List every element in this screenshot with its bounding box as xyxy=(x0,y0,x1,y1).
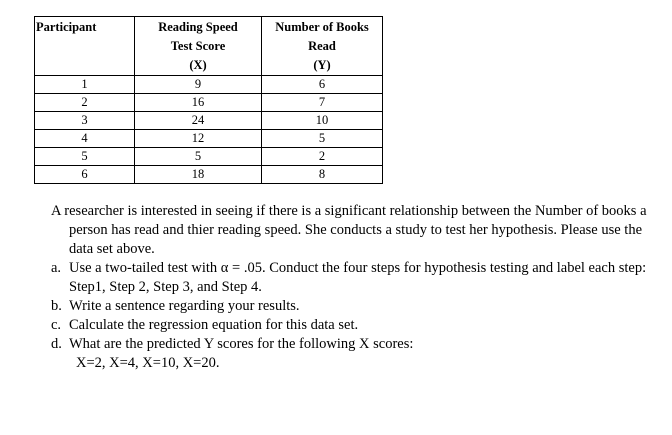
reading-speed-cell: 12 xyxy=(135,130,262,148)
header-reading-speed-line-2: Test Score xyxy=(170,39,226,53)
books-read-cell: 5 xyxy=(262,130,383,148)
table-row xyxy=(35,112,383,130)
data-table xyxy=(34,16,383,184)
header-participant xyxy=(35,17,135,76)
books-read-cell: 7 xyxy=(262,94,383,112)
participant-cell: 3 xyxy=(35,112,135,130)
reading-speed-cell: 5 xyxy=(135,148,262,166)
list-marker: b. xyxy=(51,298,62,314)
participant-cell: 4 xyxy=(35,130,135,148)
header-books-line-3: (Y) xyxy=(313,58,331,72)
participant-cell: 6 xyxy=(35,166,135,184)
x-scores-line: X=2, X=4, X=10, X=20. xyxy=(76,355,220,371)
list-marker: d. xyxy=(51,336,62,352)
table-row xyxy=(35,76,383,94)
header-participant-line-1: Participant xyxy=(36,20,97,34)
books-read-cell: 2 xyxy=(262,148,383,166)
list-marker: a. xyxy=(51,260,62,276)
intro-paragraph: A researcher is interested in seeing if there is a significant relationship between the Number of books a person has read and thier reading speed. She conducts a study to test her hypothesis. Please use the data set above. xyxy=(51,203,647,257)
list-text: Calculate the regression equation for this data set. xyxy=(69,317,359,333)
table-row xyxy=(35,130,383,148)
header-number-of-books xyxy=(262,17,383,76)
participant-cell: 5 xyxy=(35,148,135,166)
header-row xyxy=(35,17,383,76)
participant-cell: 1 xyxy=(35,76,135,94)
reading-speed-cell: 16 xyxy=(135,94,262,112)
reading-speed-cell: 9 xyxy=(135,76,262,94)
header-reading-speed-line-3: (X) xyxy=(189,58,207,72)
list-item-c xyxy=(34,316,664,335)
list-text: Write a sentence regarding your results. xyxy=(69,298,300,314)
table-row xyxy=(35,94,383,112)
list-text: Use a two-tailed test with α = .05. Conduct the four steps for hypothesis testing and label each step: Step1, Step 2, Step 3, and Step 4. xyxy=(69,260,647,295)
list-marker: c. xyxy=(51,317,62,333)
list-item-b xyxy=(34,297,664,316)
header-books-line-1: Number of Books xyxy=(275,20,369,34)
reading-speed-cell: 24 xyxy=(135,112,262,130)
list-item-a xyxy=(34,259,664,297)
table-row xyxy=(35,148,383,166)
header-books-line-2: Read xyxy=(308,39,336,53)
problem-text xyxy=(34,202,664,373)
header-reading-speed-line-1: Reading Speed xyxy=(158,20,238,34)
books-read-cell: 10 xyxy=(262,112,383,130)
books-read-cell: 6 xyxy=(262,76,383,94)
list-text: What are the predicted Y scores for the following X scores: xyxy=(69,336,414,352)
list-item-d xyxy=(34,335,664,354)
reading-speed-cell: 18 xyxy=(135,166,262,184)
participant-cell: 2 xyxy=(35,94,135,112)
table-row xyxy=(35,166,383,184)
books-read-cell: 8 xyxy=(262,166,383,184)
header-reading-speed xyxy=(135,17,262,76)
